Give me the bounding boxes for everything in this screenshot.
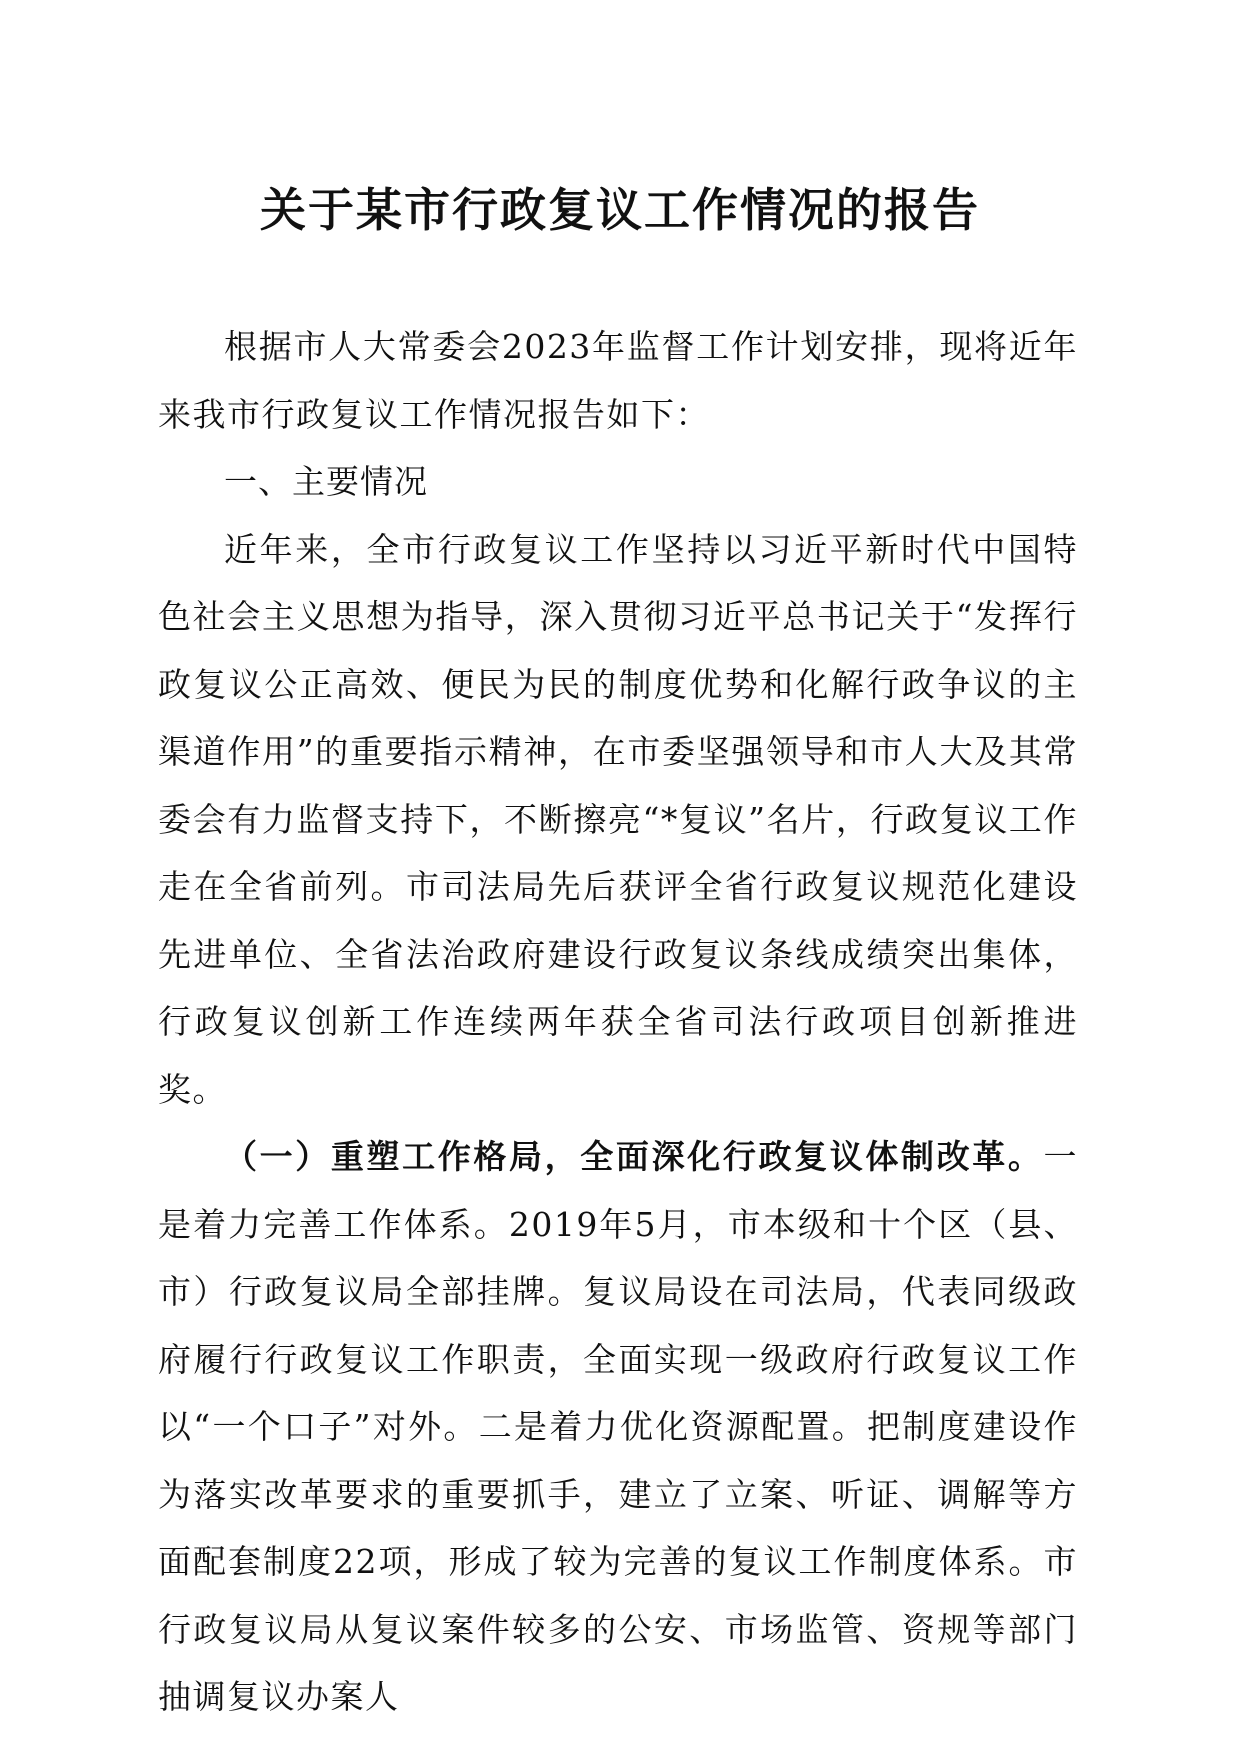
document-body [158,313,1078,1731]
subsection-text: 一是着力完善工作体系。2019年5月，市本级和十个区（县、市）行政复议局全部挂牌。复议局设在司法局，代表同级政府履行行政复议工作职责，全面实现一级政府行政复议工作以“一个口子”对外。二是着力优化资源配置。把制度建设作为落实改革要求的重要抓手，建立了立案、听证、调解等方面配套制度22项，形成了较为完善的复议工作制度体系。市行政复议局从复议案件较多的公安、市场监管、资规等部门抽调复议办案人 [158,1137,1078,1716]
subsection-paragraph [158,1123,1078,1731]
document-title: 关于某市行政复议工作情况的报告 [260,183,980,237]
section-heading: 一、主要情况 [224,462,428,501]
subsection-lead: （一）重塑工作格局，全面深化行政复议体制改革。 [224,1137,1044,1176]
intro-paragraph: 根据市人大常委会2023年监督工作计划安排，现将近年来我市行政复议工作情况报告如下： [158,327,1078,434]
overview-paragraph: 近年来，全市行政复议工作坚持以习近平新时代中国特色社会主义思想为指导，深入贯彻习近平总书记关于“发挥行政复议公正高效、便民为民的制度优势和化解行政争议的主渠道作用”的重要指示精神，在市委坚强领导和市人大及其常委会有力监督支持下，不断擦亮“*复议”名片，行政复议工作走在全省前列。市司法局先后获评全省行政复议规范化建设先进单位、全省法治政府建设行政复议条线成绩突出集体，行政复议创新工作连续两年获全省司法行政项目创新推进奖。 [158,529,1078,1109]
